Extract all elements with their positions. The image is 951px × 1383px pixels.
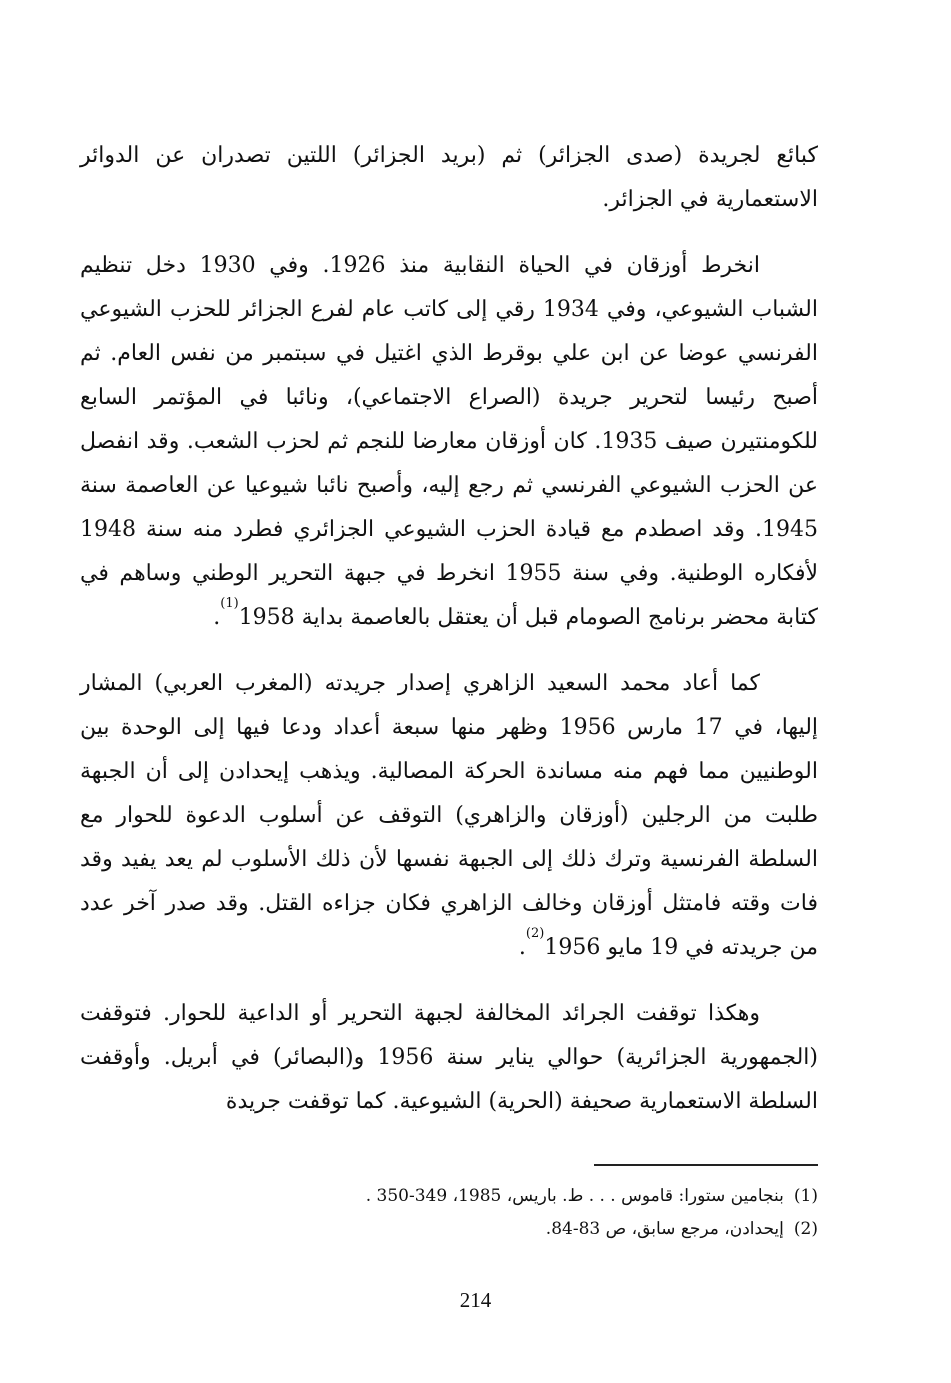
paragraph-end-punctuation: . xyxy=(213,605,221,630)
paragraph-text: وهكذا توقفت الجرائد المخالفة لجبهة التحرير أو الداعية للحوار. فتوقفت (الجمهورية الجزائرية) حوالي يناير سنة 1956 و(البصائر) في أبريل. وأوقفت السلطة الاستعمارية صحيفة (الحرية) الشيوعية. كما توقفت جريدة xyxy=(80,1001,818,1114)
paragraph xyxy=(80,134,818,222)
footnote-reference: (2) xyxy=(525,925,545,941)
footnotes xyxy=(80,1180,818,1246)
paragraph-text: انخرط أوزقان في الحياة النقابية منذ 1926. وفي 1930 دخل تنظيم الشباب الشيوعي، وفي 1934 رقي إلى كاتب عام لفرع الجزائر للحزب الشيوعي الفرنسي عوضا عن ابن علي بوقرط الذي اغتيل في سبتمبر من نفس العام. ثم أصبح رئيسا لتحرير جريدة (الصراع الاجتماعي)، ونائبا في المؤتمر السابع للكومنتيرن صيف 1935. كان أوزقان معارضا للنجم ثم لحزب الشعب. وقد انفصل عن الحزب الشيوعي الفرنسي ثم رجع إليه، وأصبح نائبا شيوعيا عن العاصمة سنة 1945. وقد اصطدم مع قيادة الحزب الشيوعي الجزائري فطرد منه سنة 1948 لأفكاره الوطنية. وفي سنة 1955 انخرط في جبهة التحرير الوطني وساهم في كتابة محضر برنامج الصومام قبل أن يعتقل بالعاصمة بداية 1958 xyxy=(80,253,819,630)
footnote-separator xyxy=(594,1164,818,1166)
footnote-reference: (1) xyxy=(220,595,239,611)
footnote-number: (1) xyxy=(793,1186,818,1206)
paragraph xyxy=(80,244,818,640)
paragraph-end-punctuation: . xyxy=(518,935,526,960)
footnote-text: بنجامين ستورا: قاموس . . . ط. باريس، 1985، 349-350 . xyxy=(365,1186,784,1206)
paragraph xyxy=(80,662,818,970)
paragraph-text: كما أعاد محمد السعيد الزاهري إصدار جريدته (المغرب العربي) المشار إليها، في 17 مارس 1956 وظهر منها سبعة أعداد ودعا فيها إلى الوحدة بين الوطنيين مما فهم منه مساندة الحركة المصالية. ويذهب إيحدادن إلى أن الجبهة طلبت من الرجلين (أوزقان والزاهري) التوقف عن أسلوب الدعوة للحوار مع السلطة الفرنسية وترك ذلك إلى الجبهة نفسها لأن ذلك الأسلوب لم يعد يفيد وقد فات وقته فامتثل أوزقان وخالف الزاهري فكان جزاءه القتل. وقد صدر آخر عدد من جريدته في 19 مايو 1956 xyxy=(80,671,819,960)
footnote-number: (2) xyxy=(793,1219,818,1239)
footnote xyxy=(80,1180,818,1213)
footnote xyxy=(80,1213,818,1246)
footnote-text: إيحدادن، مرجع سابق، ص 83-84. xyxy=(545,1219,784,1239)
paragraph xyxy=(80,992,818,1124)
paragraph-text: كبائع لجريدة (صدى الجزائر) ثم (بريد الجزائر) اللتين تصدران عن الدوائر الاستعمارية في الجزائر. xyxy=(80,143,818,212)
body-text xyxy=(80,134,818,1124)
page-number: 214 xyxy=(459,1288,492,1312)
